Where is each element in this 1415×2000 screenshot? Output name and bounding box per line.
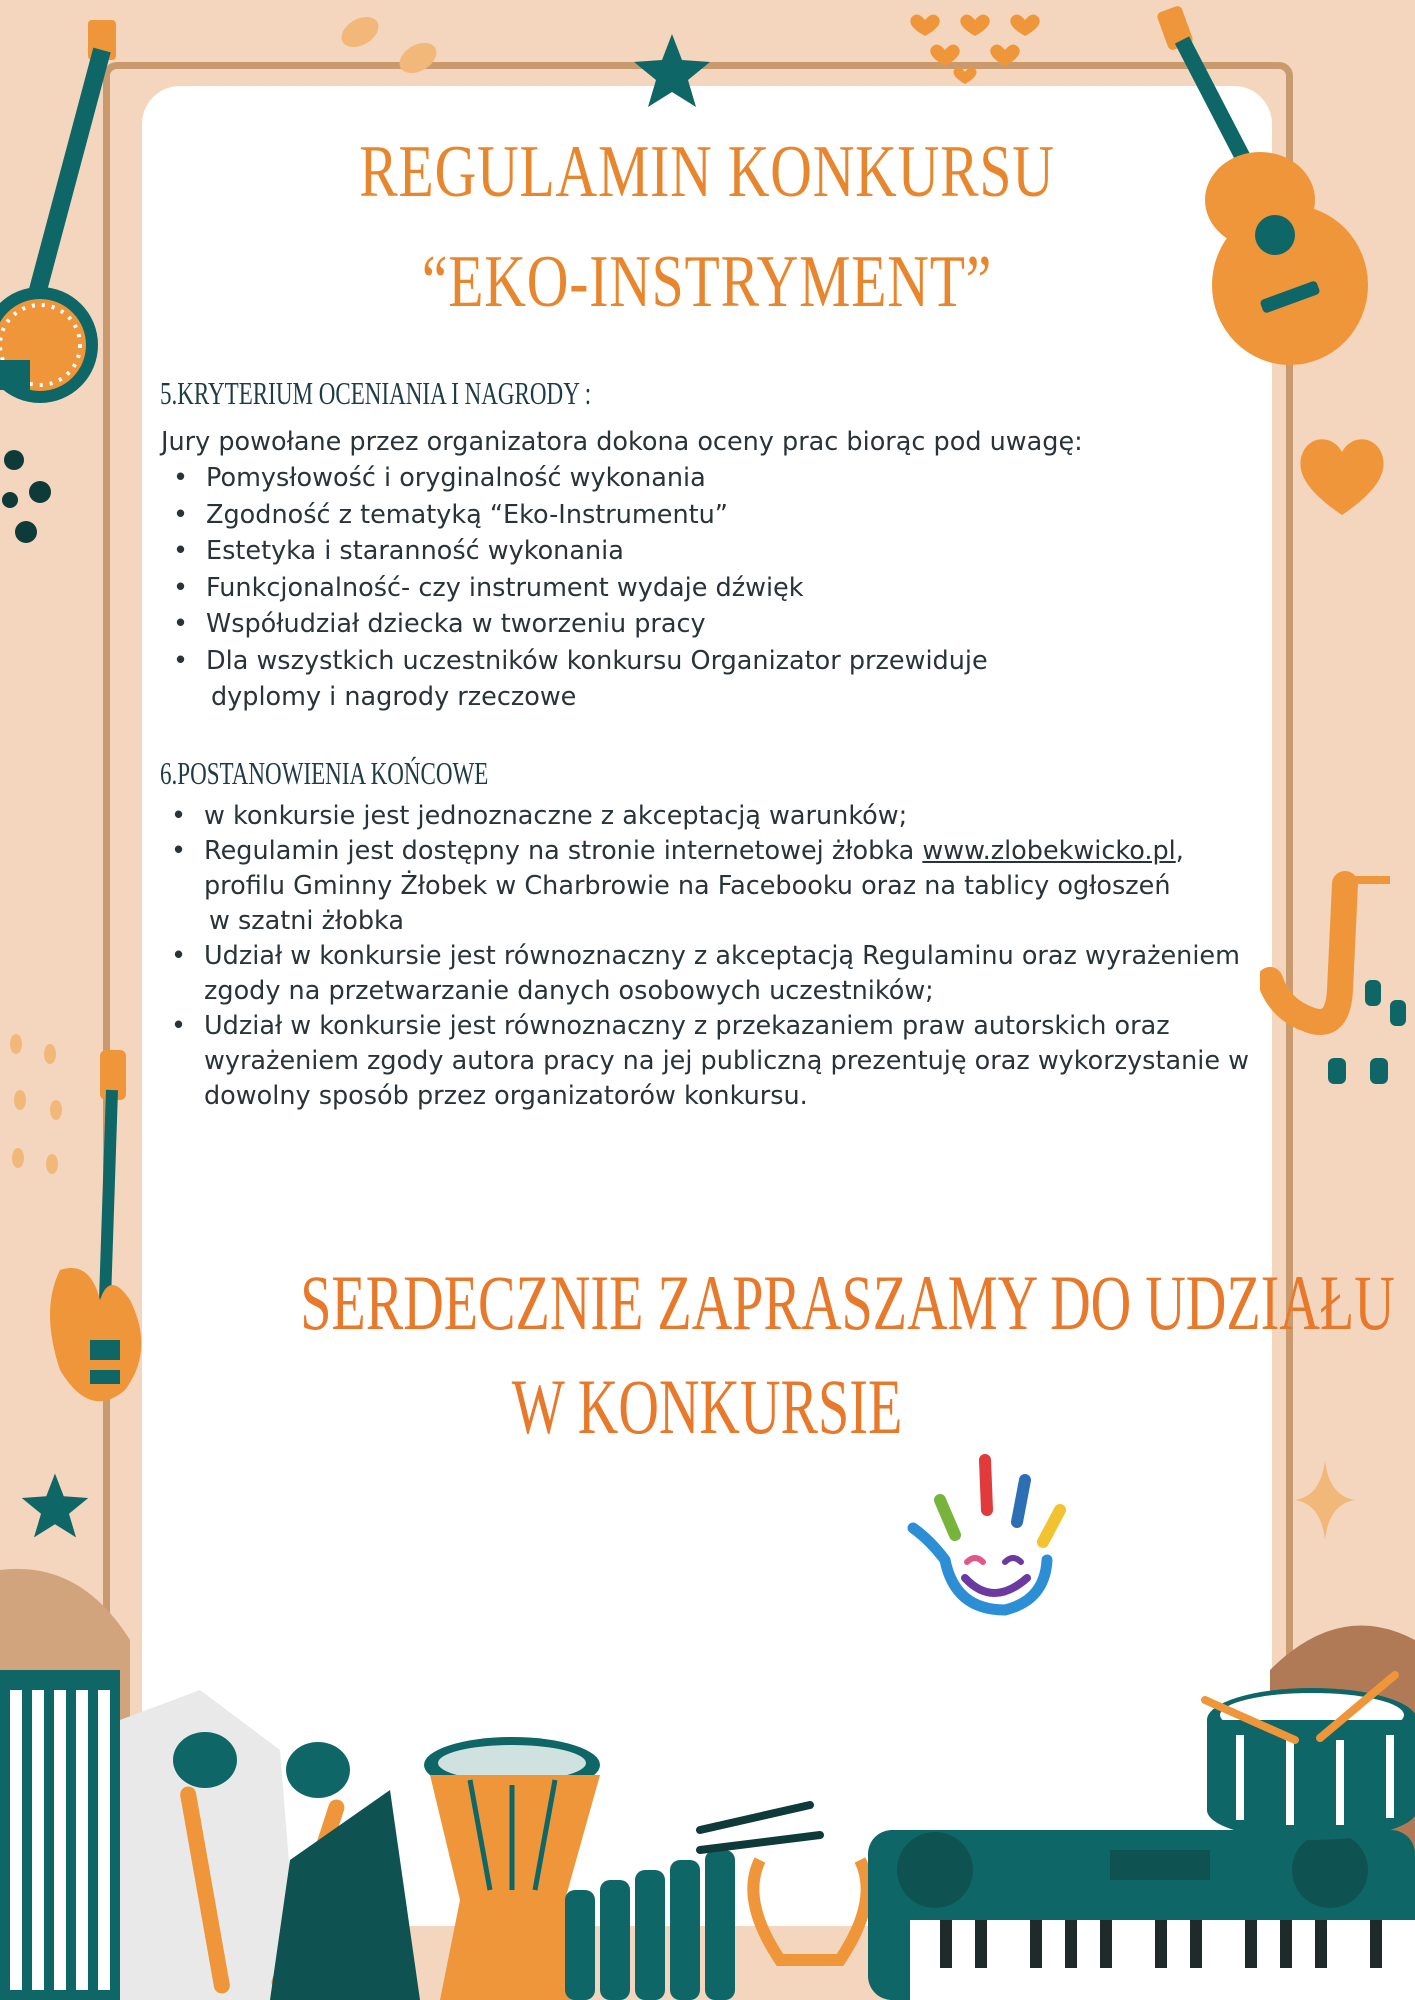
top-leaves-decoration — [330, 10, 450, 80]
sparkle-icon — [1295, 1460, 1355, 1540]
saxophone-icon — [1260, 870, 1415, 1090]
instruments-band-decoration — [0, 1560, 1415, 2000]
list-item-continuation: dyplomy i nagrody rzeczowe — [211, 682, 577, 712]
section6-heading: 6.POSTANOWIENIA KOŃCOWE — [160, 755, 489, 791]
list-item: • Zgodność z tematyką “Eko-Instrumentu” — [161, 497, 988, 534]
list-item — [159, 939, 1249, 1009]
invitation-line1: SERDECZNIE ZAPRASZAMY DO UDZIAŁU — [300, 1259, 1395, 1346]
list-item: • Funkcjonalność- czy instrument wydaje dźwięk — [161, 570, 988, 607]
list-item — [159, 1009, 1249, 1114]
star-icon — [632, 30, 712, 110]
list-item: • Estetyka i staranność wykonania — [161, 533, 988, 570]
list-item-continuation: profilu Gminny Żłobek w Charbrowie na Facebooku oraz na tablicy ogłoszeń — [204, 871, 1171, 901]
section5-intro: Jury powołane przez organizatora dokona oceny prac biorąc pod uwagę: — [161, 427, 1083, 457]
list-item-text: Dla wszystkich uczestników konkursu Organizator przewiduje — [206, 645, 988, 676]
list-item: • w konkursie jest jednoznaczne z akceptacją warunków; — [159, 799, 1249, 834]
list-item — [159, 834, 1249, 939]
list-item-continuation: dowolny sposób przez organizatorów konkursu. — [204, 1081, 808, 1111]
dots-decoration — [0, 440, 70, 560]
list-item-punct: , — [1175, 836, 1184, 866]
page-title-line1: REGULAMIN KONKURSU — [359, 131, 1055, 213]
section6-provisions-list — [159, 799, 1249, 1114]
list-item — [161, 643, 988, 716]
list-item-text: Udział w konkursie jest równoznaczny z przekazaniem praw autorskich oraz — [204, 1011, 1170, 1041]
section5-heading: 5.KRYTERIUM OCENIANIA I NAGRODY : — [160, 375, 592, 411]
acoustic-guitar-icon — [1150, 0, 1380, 380]
star-icon — [20, 1470, 90, 1540]
heart-icon — [1295, 430, 1390, 520]
list-item-continuation: wyrażeniem zgody autora pracy na jej publiczną prezentuję oraz wykorzystanie w — [204, 1046, 1249, 1076]
page-title-line2: “EKO-INSTRYMENT” — [421, 241, 993, 323]
banjo-icon — [0, 20, 150, 420]
list-item: • Współudział dziecka w tworzeniu pracy — [161, 606, 988, 643]
electric-guitar-icon — [40, 1050, 160, 1430]
list-item: • Pomysłowość i oryginalność wykonania — [161, 460, 988, 497]
website-link[interactable]: www.zlobekwicko.pl — [922, 836, 1176, 866]
list-item-text: Regulamin jest dostępny na stronie internetowej żłobka — [204, 836, 923, 866]
hand-logo-icon — [905, 1450, 1075, 1630]
list-item-continuation: zgody na przetwarzanie danych osobowych uczestników; — [204, 976, 934, 1006]
invitation-line2: W KONKURSIE — [511, 1363, 903, 1450]
list-item-continuation: w szatni żłobka — [209, 906, 404, 936]
small-hearts-decoration — [905, 0, 1055, 90]
list-item-text: Udział w konkursie jest równoznaczny z akceptacją Regulaminu oraz wyrażeniem — [204, 941, 1240, 971]
section5-criteria-list — [161, 460, 988, 716]
